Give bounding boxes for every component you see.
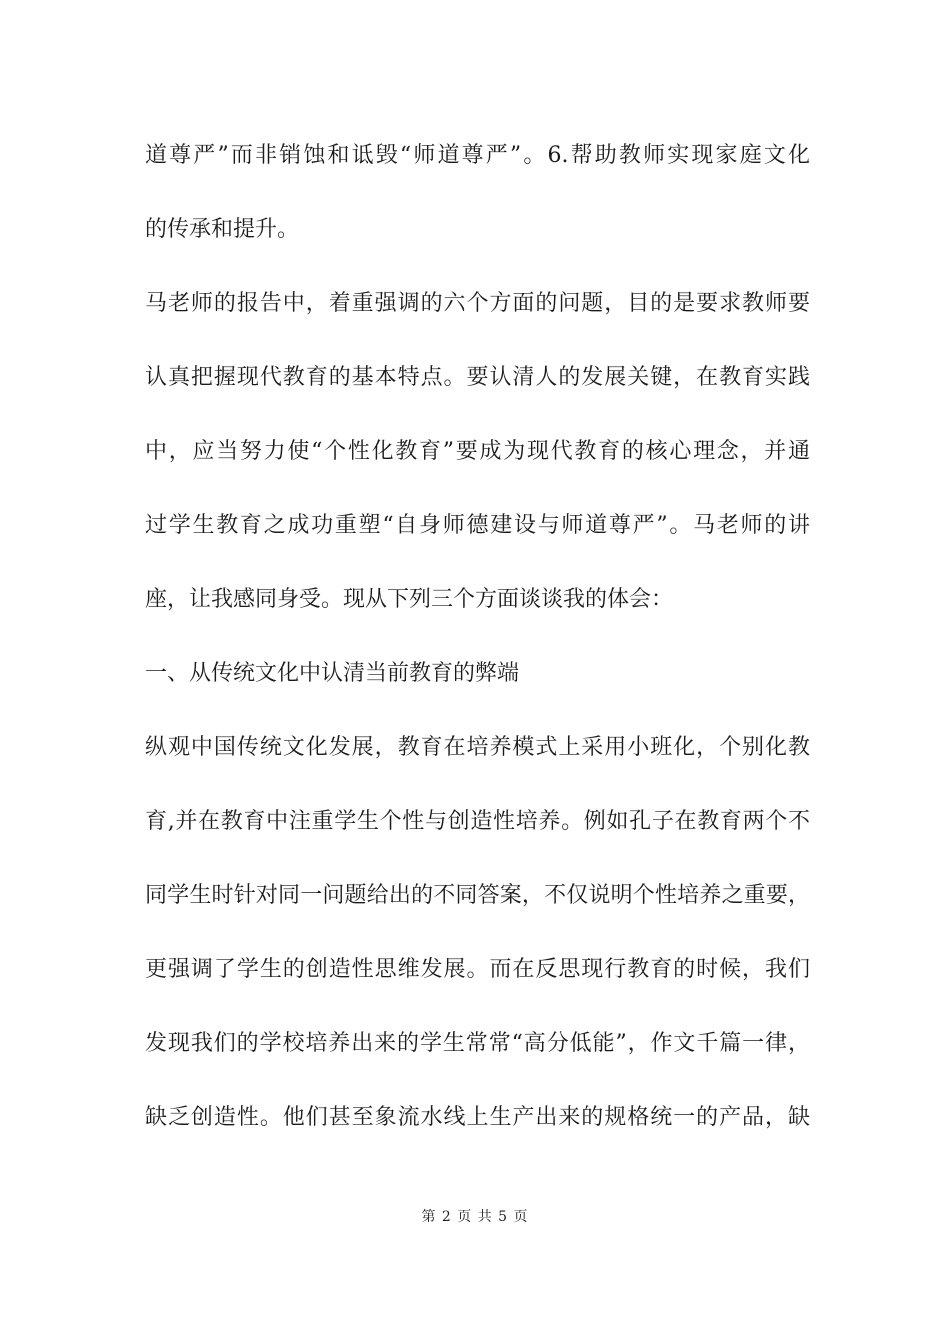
text-line-2: 的传承和提升。: [145, 217, 300, 242]
text-line-5: 中，应当努力使“个性化教育”要成为现代教育的核心理念，并通: [145, 439, 810, 464]
document-body: [145, 128, 810, 1164]
text-line-6: 过学生教育之成功重塑“自身师德建设与师道尊严”。马老师的讲: [145, 513, 810, 538]
text-line-10: 育,并在教育中注重学生个性与创造性培养。例如孔子在教育两个不: [145, 809, 810, 834]
page-number-footer: 第 2 页 共 5 页: [421, 1209, 529, 1225]
text-line-9: 纵观中国传统文化发展，教育在培养模式上采用小班化，个别化教: [145, 735, 810, 760]
text-line-7: 座，让我感同身受。现从下列三个方面谈谈我的体会：: [145, 587, 674, 612]
text-line-12: 更强调了学生的创造性思维发展。而在反思现行教育的时候，我们: [145, 957, 810, 982]
text-line-1: 道尊严”而非销蚀和诋毁“师道尊严”。6.帮助教师实现家庭文化: [145, 143, 810, 168]
section-heading: 一、从传统文化中认清当前教育的弊端: [145, 661, 520, 686]
text-line-11: 同学生时针对同一问题给出的不同答案，不仅说明个性培养之重要，: [145, 883, 810, 908]
text-line-14: 缺乏创造性。他们甚至象流水线上生产出来的规格统一的产品，缺: [145, 1105, 810, 1130]
text-line-3: 马老师的报告中，着重强调的六个方面的问题，目的是要求教师要: [145, 291, 810, 316]
text-line-4: 认真把握现代教育的基本特点。要认清人的发展关键，在教育实践: [145, 365, 810, 390]
text-line-13: 发现我们的学校培养出来的学生常常“高分低能”，作文千篇一律，: [145, 1031, 810, 1056]
